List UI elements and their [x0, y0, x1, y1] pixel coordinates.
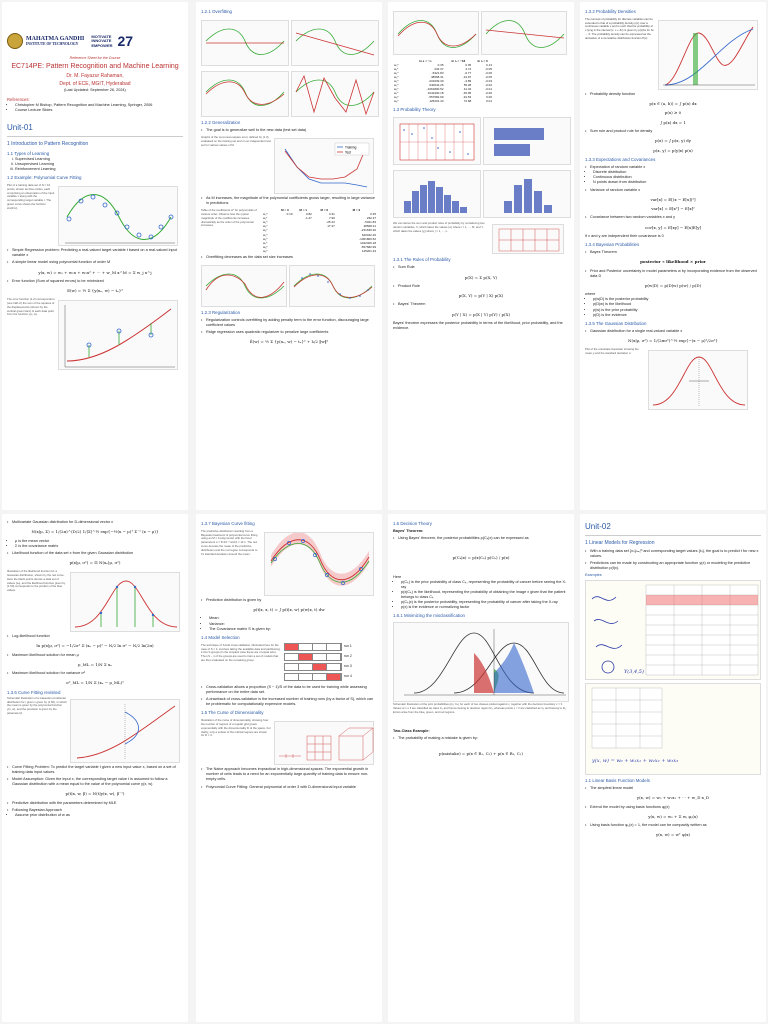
table-cell: w₉* [394, 99, 399, 104]
bullet: • Using Bayes' theorem, the posterior probabilities p(Cₖ|x) can be expressed as [393, 536, 569, 541]
error-function-figure [58, 300, 178, 370]
figure-caption: Table of the coefficients w* for polynomials of various order. Observe how the typical magnitude of the coefficients increases dramatically as the order of the polynomial increases. [201, 208, 257, 228]
table-cell: w₆* [263, 236, 268, 241]
legend-test: Test [345, 150, 351, 155]
table-cell: w₀* [394, 63, 399, 68]
bullet: • The simplest linear model [585, 786, 761, 791]
table-cell: 48568.31 [431, 75, 444, 80]
subsection-heading: 1.2.3 Regularization [201, 309, 241, 315]
bullet: • Product Rule [393, 284, 569, 289]
table-cell: w₀* [263, 212, 268, 217]
fit-m0-figure [201, 20, 289, 66]
institute-seal-icon [7, 33, 23, 49]
bullet: • The probability of making a mistake is given by: [393, 736, 569, 741]
subsection-heading: 1.1 Types of Learning [7, 150, 50, 156]
gaussian-figure [648, 350, 748, 410]
figure-caption: Schematic illustration of a Gaussian conditional distribution for t given x given by (1.60), in which the mean is given by the polynomial function y(x, w), and the precision is given by the parameter β. [7, 695, 67, 715]
rms-error-figure [274, 138, 374, 194]
cv-fold [313, 654, 327, 660]
section-heading: 1 Linear Models for Regression [585, 539, 655, 546]
unit-heading: Unit-02 [585, 522, 761, 536]
bullet: • Predictive distribution with the parameters determined by MLE [7, 801, 183, 806]
table-cell: 0.13 [486, 63, 492, 68]
figure-caption: The error function (1.2) corresponds to (one half of) the sum of the squares of the displacements (shown by the vertical green bars) of each data point from the function y(x, w). [7, 297, 55, 317]
cv-fold [285, 644, 299, 650]
cv-run-label: run 3 [344, 664, 352, 669]
table-cell: w₉* [263, 248, 268, 253]
bullet: • Covariance between two random variables x and y [585, 215, 761, 220]
page-1 [2, 2, 188, 510]
subsection-heading: 1.3.5 The Gaussian Distribution [585, 320, 647, 326]
page-6 [196, 514, 382, 1022]
bullet: • Polynomial Curve Fitting: General polynomial of order 3 with D-dimensional input variable [201, 785, 377, 790]
handwritten-equation: y(x, w) = w₀ + w₁x₁ + w₂x₂ + w₃x₃ [592, 758, 679, 765]
table-cell: -1061800.52 [426, 87, 444, 92]
cv-run-label: run 2 [344, 654, 352, 659]
table-cell: w₂* [263, 220, 268, 225]
equation: y(x, w) = w₀ + Σ wⱼ φⱼ(x) [648, 813, 698, 819]
examples-label: Examples [585, 573, 602, 578]
bullet: • Sum Rule [393, 265, 569, 270]
table-cell: 1042400.18 [427, 91, 444, 96]
paragraph: If x and y are independent their covariance is 0 [585, 234, 664, 238]
where-label: where [585, 292, 596, 297]
equation: y(x, w) = w₀ + w₁x + w₂x² + ··· + w_M x^M = Σ w_j x^j [38, 269, 152, 275]
table-cell: w₄* [394, 79, 399, 84]
reg-fit-figure-2 [481, 11, 567, 55]
paragraph: The concept of probability for discrete variables can be extended to that of a probability density p(x) over a continuous variable x and is such that the probability of x lying in the interval (x, x + δx) is given by p(x)δx for δx → 0. The probability density can be expressed as the derivative of a cumulative distribution function P(x). [585, 16, 654, 40]
two-class-title: Two-Class Example: [393, 728, 430, 733]
table-cell [294, 249, 313, 253]
equation: p(t|x, x, t) = ∫ p(t|x, w) p(w|x, t) dw [253, 607, 325, 613]
table-cell: 55.28 [463, 83, 472, 88]
learning-types-list: i. Supervised Learning ii. Unsupervised Learning iii. Reinforcement Learning [7, 157, 183, 172]
table-cell: 640042.26 [361, 232, 376, 237]
years-badge: 27 [117, 33, 134, 49]
author-name: Dr. M. Fayazur Rahaman, [66, 72, 124, 79]
table-cell: -0.05 [485, 67, 492, 72]
fit-m9-figure [291, 71, 379, 117]
figure-caption: Plot of the univariate Gaussian showing the mean μ and the standard deviation σ. [585, 347, 639, 356]
n15-figure [201, 265, 287, 307]
table-cell: -45.95 [462, 91, 472, 96]
table-cell: 48568.31 [363, 224, 376, 229]
bullet: • A simple linear model using polynomial function of order M [7, 260, 183, 265]
figure-caption: We can derive the sum and product rules of probability by considering two random variables, X, which takes the values {xᵢ} where i = 1, ..., M, and Y, which takes the values {yⱼ} where j = 1, ..., L. [393, 221, 485, 233]
table-cell: 0.31 [328, 212, 335, 217]
author-dept: Dept. of ECE, MGIT, Hyderabad [59, 81, 131, 88]
table-cell: 232.37 [366, 216, 376, 221]
conditional-figure [483, 170, 571, 218]
bullet: • Using basis function φ₀(x) = 1, the model can be compactly written as [585, 823, 761, 828]
figure-caption: Plot of a training data set of N = 10 points, shown as blue circles, each comprising an observation of the input variable x along with the corresponding target variable t. The green curve shows the function sin(2πx). [7, 183, 55, 210]
table-cell: 41.32 [463, 87, 472, 92]
references-list [7, 103, 183, 113]
regularized-coefficients-table [393, 59, 493, 104]
reference-item: • Course Lecture Slides [15, 108, 183, 113]
equation: y(x, w) = w₀ + w₁x₁ + ··· + w_D x_D [636, 795, 710, 801]
bullet: • Regularization controls overfitting by adding penalty term to the error function, discouraging large coefficient values [201, 318, 377, 328]
unit-heading: Unit-01 [7, 123, 183, 137]
table-cell: w₂* [394, 71, 399, 76]
reference-item: • Christopher M Bishop, Pattern Recognition and Machine Learning, Springer, 2006 [15, 103, 183, 108]
bayes-title: Bayes' Theorem: [393, 528, 424, 533]
equation: p(x) ≥ 0 [664, 110, 682, 116]
table-cell: 232.37 [434, 67, 444, 72]
table-cell: -557682.99 [428, 95, 444, 100]
cv-run-row [284, 663, 374, 671]
table-cell: w₅* [394, 83, 399, 88]
cv-fold [327, 644, 341, 650]
table-cell: -0.00 [485, 91, 492, 96]
figure-caption: Illustration of the likelihood function for a Gaussian distribution, shown by the red curve. Here the black points denote a data set of values {xₙ}, and the likelihood function given by (1.53) corresponds to the product of the blue values. [7, 569, 66, 593]
equation: ∫ p(x) dx = 1 [660, 119, 686, 125]
cv-fold [299, 664, 313, 670]
cv-run-label: run 4 [344, 674, 352, 679]
legend-training: Training [345, 145, 357, 150]
table-cell: -1061800.52 [359, 236, 376, 241]
subsection-heading: 1.2.1 Overfitting [201, 9, 232, 14]
cv-fold [285, 674, 299, 680]
table-header-row: ln λ = −∞ ln λ = −18 ln λ = 0 [419, 59, 488, 63]
grid-figure [492, 224, 564, 254]
cv-runs-figure [284, 643, 374, 683]
gaussian-params-list: • μ is the mean vector • Σ is the covariance matrix [7, 539, 183, 549]
cv-fold [285, 654, 299, 660]
table-header-row: M = 0 M = 1 M = 6 M = 9 [281, 208, 361, 213]
bullet: • Gaussian distribution for a single real-valued variable x [585, 329, 761, 334]
subsection-heading: 1.2 Example: Polynomial Curve Fitting [7, 175, 82, 181]
bullet: • Overfitting decreases as the data set size increases [201, 255, 377, 260]
figure-caption: The predictive distribution resulting from a Bayesian treatment of polynomial curve fitting using an M = 9 polynomial, with the fixed parameters α = 5×10⁻³ and β = 11.1. The red curve denotes the mean of the predictive distribution and the red region corresponds to ±1 standard deviation around the mean. [201, 528, 258, 556]
marginal-y-figure [483, 117, 571, 165]
references-label: References: [7, 97, 30, 103]
table-cell: -31.97 [462, 75, 472, 80]
bullet: • Extend the model by using basis functions φⱼ(x) [585, 805, 761, 810]
subsection-heading: 1.3.4 Bayesian Probabilities [585, 242, 640, 248]
subsection-heading: 1.3.7 Bayesian Curve fitting [201, 521, 255, 526]
equation: N(x|μ, σ²) = 1/(2πσ²)^½ exp{−(x − μ)²/2σ²} [628, 337, 718, 343]
subsection-heading: 1.6 Decision Theory [393, 521, 432, 526]
equation: Ẽ(w) = ½ Σ {y(xₙ, w) − tₙ}² + λ/2 ‖w‖² [249, 339, 329, 345]
course-title: EC714PE: Pattern Recognition and Machine Learning [11, 62, 179, 70]
table-cell: -0.01 [485, 87, 492, 92]
page-8 [580, 514, 766, 1022]
table-cell: 640042.26 [429, 83, 444, 88]
equation: var[x] = E[(x − E[x])²] [650, 196, 696, 202]
university-name: MAHATMA GANDHI INSTITUTE OF TECHNOLOGY [26, 36, 85, 46]
equation: p(X) = Σ p(X, Y) [464, 274, 498, 280]
subsection-heading: 1.1 Linear Basis Function Models [585, 778, 650, 784]
table-cell: w₃* [394, 75, 399, 80]
subsection-heading: 1.3 Probability Theory [393, 106, 436, 112]
table-cell: 17.37 [327, 224, 335, 229]
bullet: • Predictions can be made by constructing an appropriate function y(x) or modeling the predictive distribution p(t|x). [585, 561, 761, 571]
bullet: • Prior and Posterior uncertainty in model parameters w by incorporating evidence from the observed data D [585, 269, 761, 279]
table-cell: w₇* [263, 240, 268, 245]
cv-fold [327, 674, 341, 680]
table-cell: w₈* [394, 95, 399, 100]
bullet: • Curve Fitting Problem: To predict the target variable t given a new input value x, based on a set of training data input values. [7, 765, 183, 775]
cv-run-row [284, 653, 374, 661]
bullet: • Log-likelihood function [7, 634, 183, 639]
table-cell: 0.01 [486, 99, 492, 104]
table-cell: 0.19 [286, 212, 293, 217]
subsection-heading: 1.5 The Curse of Dimensionality [201, 710, 264, 716]
table-cell: w₈* [263, 244, 268, 249]
equation: posterior ∝ likelihood × prior [640, 259, 706, 265]
table-cell: -0.06 [485, 71, 492, 76]
table-cell: -0.03 [485, 79, 492, 84]
overfitting-figures [201, 17, 377, 117]
equation: cov[x, y] = E[xy] − E[x]E[y] [644, 224, 702, 230]
table-cell: 72.68 [463, 99, 472, 104]
table-cell: -5321.83 [364, 220, 376, 225]
bullet: • Bayes Theorem [585, 250, 761, 255]
figure-caption: The technique of S-fold cross-validation, illustrated here for the case of S = 4, involves taking the available data and partitioning it into S groups (in the simplest case these are of equal size). Then S − 1 of the groups are used to train a set of models that are then evaluated on the remaining group. [201, 642, 280, 662]
bullet: • Variance of random variable x [585, 188, 761, 193]
equation: p(Cₖ|x) = p(x|Cₖ) p(Cₖ) / p(x) [452, 555, 510, 561]
table-cell: 125201.43 [361, 248, 376, 253]
handwritten-note: Y(3,4,5) [624, 669, 644, 676]
equation: p(x ∈ (a, b)) = ∫ p(x) dx [649, 101, 697, 107]
table-cell: w₅* [263, 232, 268, 237]
table-row [262, 249, 377, 253]
subsection-heading: 1.3.2 Probability Densities [585, 9, 636, 14]
subsection-heading: 1.2.2 Generalization [201, 119, 241, 125]
likelihood-figure [70, 572, 180, 632]
table-cell: 0.35 [370, 212, 376, 217]
bullet: • With a training data set {xₙ}ₙ₌₁ᴺ and corresponding target values {tₙ}, the goal is to predict t for new x values. [585, 549, 761, 559]
dimensionality-figure [274, 721, 374, 765]
bullet: • Bayes' Theorem [393, 302, 569, 307]
prior-list: • Assume prior distribution of w as [7, 813, 183, 818]
cv-fold [327, 654, 341, 660]
table-cell: 1042400.18 [360, 240, 376, 245]
table-row [393, 99, 493, 103]
equation: p(x, y) = p(y|x) p(x) [653, 147, 693, 153]
marginal-x-figure [393, 170, 481, 218]
bayesian-fit-figure [264, 532, 374, 596]
table-cell: 125201.43 [429, 99, 444, 104]
bullet: • Error function (Sum of squared errors) to be minimized [7, 279, 183, 284]
table-cell: w₃* [263, 224, 268, 229]
equation: p(w|D) = p(D|w) p(w) / p(D) [644, 282, 702, 288]
table-cell [313, 249, 336, 253]
expectation-list: • Discrete distribution • Continuous distribution • N points drawn from distribution [585, 170, 761, 185]
bullet: • Sum rule and product rule for density [585, 129, 761, 134]
equation: p(mistake) = p(x ∈ R₁, C₂) + p(x ∈ R₂, C₁) [439, 750, 523, 756]
conditional-gaussian-figure [70, 699, 180, 763]
pred-params-list: • Mean: • Variance: • The Covariance matrix S is given by: [201, 616, 377, 631]
reg-fit-figure-1 [393, 11, 479, 55]
equation: ln p(x|μ, σ²) = −1/2σ² Σ (xₙ − μ)² − N/2 ln σ² − N/2 ln(2π) [36, 643, 154, 649]
density-figure [658, 20, 758, 90]
figure-caption: Illustration of the curse of dimensionality, showing how the number of regions of a regular grid grows exponentially with the dimensionality D of the space. For clarity, only a subset of the cubical regions are shown for D = 3. [201, 718, 271, 738]
bullet: • Likelihood function of the data set x from the given Gaussian distribution [7, 551, 183, 556]
subsection-heading: 1.3.3 Expectations and Covariances [585, 157, 656, 163]
bullet: • Expectation of random variable x [585, 165, 761, 170]
bullet: • A drawback of cross-validation is the increased number of training runs (by a factor of S), which can be problematic for computationally expensive models. [201, 697, 377, 707]
dataset-size-figures [201, 262, 377, 307]
bullet: • The Naive approach becomes impractical in high-dimensional spaces. The exponential growth in number of cells leads to a need for an exponentially large quantity of training data to ensure non-empty cells. [201, 767, 377, 782]
table-cell: -0.05 [485, 75, 492, 80]
bullet: • Probability density function [585, 92, 761, 97]
table-cell: 0.35 [437, 63, 444, 68]
motto: MOTIVATE INNOVATE EMPOWER [91, 33, 113, 48]
subsection-heading: 1.6.1 Minimizing the misclassification [393, 613, 465, 619]
page-4 [580, 2, 766, 510]
bullet: • Multivariate Gaussian distribution for D-dimensional vector x [7, 520, 183, 525]
table-cell [276, 249, 293, 253]
equation: p(X, Y) = p(Y | X) p(X) [458, 293, 504, 299]
bullet: • Ridge regression uses quadratic regularizer to penalize large coefficients [201, 330, 377, 335]
cv-fold [327, 664, 341, 670]
n100-figure [289, 265, 375, 307]
sine-curve-figure [58, 186, 178, 246]
table-cell: -557682.99 [360, 244, 376, 249]
table-cell: -1.27 [304, 216, 312, 221]
regularized-fit-figures [393, 8, 569, 55]
equation: p(x|μ, σ²) = Π N(xₙ|μ, σ²) [69, 559, 121, 565]
cv-fold [313, 664, 327, 670]
table-cell: w₁* [263, 216, 268, 221]
here-list: • p(Cₖ) is the prior probability of class Cₖ, representing the probability of cancer before seeing the X-ray • p(x|Cₖ) is the likelihood, representing the probability of obtaining the image x given that the patient belongs to class Cₖ • p(Cₖ|x) is the posterior probability, representing the probability of cancer after taking the X-ray • p(x) is the evidence or normalizing factor [393, 580, 569, 611]
table-cell: -3.89 [464, 79, 472, 84]
section-heading: 1 Introduction to Pattern Recognition [7, 141, 89, 148]
header-logo-row [7, 32, 183, 51]
table-cell: -91.53 [462, 95, 472, 100]
table-cell: -0.77 [464, 71, 472, 76]
page-2 [196, 2, 382, 510]
bullet: • Cross-validation allows a proportion (S − 1)/S of the data to be used for training while assessing performance on the entire data set. [201, 685, 377, 695]
page-5 [2, 514, 188, 1022]
cv-fold [299, 644, 313, 650]
table-cell: -25.43 [326, 220, 335, 225]
cv-fold [313, 644, 327, 650]
page-7 [388, 514, 574, 1022]
cv-run-row [284, 673, 374, 681]
equation: p(x) = ∫ p(x, y) dy [654, 138, 692, 144]
bullet: • Maximum likelihood solution for variance σ² [7, 671, 183, 676]
bullet: • Model Assumption: Given the input x, the corresponding target value t is assumed to follow a Gaussian distribution with a mean equal to the value of the polynomial curve y(x, w) [7, 777, 183, 787]
here-label: Here [393, 574, 402, 579]
fit-m1-figure [291, 20, 379, 66]
misclassification-figure [393, 622, 569, 702]
paragraph: Bayes' theorem expresses the posterior probability in terms of the likelihood, prior probability, and the evidence. [393, 320, 563, 331]
subsection-heading: 1.4 Model Selection [201, 634, 240, 640]
bullet: • Following Bayesian Approach [7, 808, 183, 813]
table-cell: 0.82 [305, 212, 312, 217]
figure-caption: Schematic illustration of the joint probabilities p(x, Cₖ) for each of two classes plotted against x, together with the decision boundary x = x̂. Values of x ≥ x̂ are classified as class C₂ and hence belong to decision region R₂, whereas points x < x̂ are classified as C₁ and belong to R₁. Errors arise from the blue, green, and red regions. [393, 702, 567, 714]
bullet: • Prediction distribution is given by [201, 598, 377, 603]
bullet: • The goal is to generalize well to the new data (test set data) [201, 128, 377, 133]
cv-run-label: run 1 [344, 644, 352, 649]
page-3 [388, 2, 574, 510]
cv-fold [313, 674, 327, 680]
bullet: • Simple Regression problem: Predicting a real-valued target variable t based on a real-valued input variable x [7, 248, 183, 258]
bullet: • As M increases, the magnitude of the polynomial coefficients grows larger, resulting in large variance in predictions [201, 196, 377, 206]
equation: p(t|x, w, β) = N(t|y(x, w), β⁻¹) [65, 791, 125, 797]
equation: μ_ML = 1/N Σ xₙ [78, 661, 112, 667]
equation: var[x] = E[x²] − E[x]² [651, 206, 695, 212]
cv-fold [299, 654, 313, 660]
cv-fold [285, 664, 299, 670]
last-updated: (Last Updated: September 26, 2024) [64, 88, 126, 93]
table-cell: 0.00 [486, 95, 492, 100]
equation: E(w) = ½ Σ {y(xₙ, w) − tₙ}² [67, 288, 123, 294]
probability-figures [393, 114, 569, 218]
figure-caption: Graphs of the root-mean-square error, defined by (1.3), evaluated on the training set and on an independent test set for various values of M. [201, 135, 271, 147]
where-list: • p(w|D) is the posterior probability • p(D|w) is the likelihood • p(w) is the prior probability • p(D) is the evidence [585, 297, 761, 318]
equation: N(x|μ, Σ) = 1/(2π)^(D/2) 1/|Σ|^½ exp{−½(x − μ)ᵀ Σ⁻¹ (x − μ)} [31, 529, 159, 535]
table-cell: 0.35 [465, 63, 472, 68]
equation: σ²_ML = 1/N Σ (xₙ − μ_ML)² [66, 680, 124, 686]
subsection-heading: 1.3.6 Curve Fitting revisited [7, 689, 61, 695]
table-cell: w₁* [394, 67, 399, 72]
handwritten-notes-2 [585, 683, 761, 775]
table-cell: 4.74 [465, 67, 472, 72]
equation: p(Y | X) = p(X | Y) p(Y) / p(X) [451, 311, 511, 317]
table-cell: -231639.30 [360, 228, 376, 233]
reference-note: Reference Sheet for the Course [69, 55, 121, 60]
cv-run-row [284, 643, 374, 651]
table-cell: 7.99 [328, 216, 335, 221]
cv-fold [299, 674, 313, 680]
handwritten-notes-1 [585, 580, 761, 680]
table-cell: w₆* [394, 87, 399, 92]
subsection-heading: 1.3.1 The Rules of Probability [393, 257, 451, 263]
table-cell: -5321.83 [431, 71, 444, 76]
table-cell: w₄* [263, 228, 268, 233]
coefficients-table [262, 208, 377, 253]
bullet: • Maximum likelihood solution for mean μ [7, 653, 183, 658]
fit-m3-figure [201, 71, 289, 117]
table-cell: -231639.30 [428, 79, 444, 84]
table-cell: w₇* [394, 91, 399, 96]
equation: y(x, w) = wᵀ φ(x) [655, 832, 691, 838]
joint-distribution-figure [393, 117, 481, 165]
table-cell: -0.02 [485, 83, 492, 88]
